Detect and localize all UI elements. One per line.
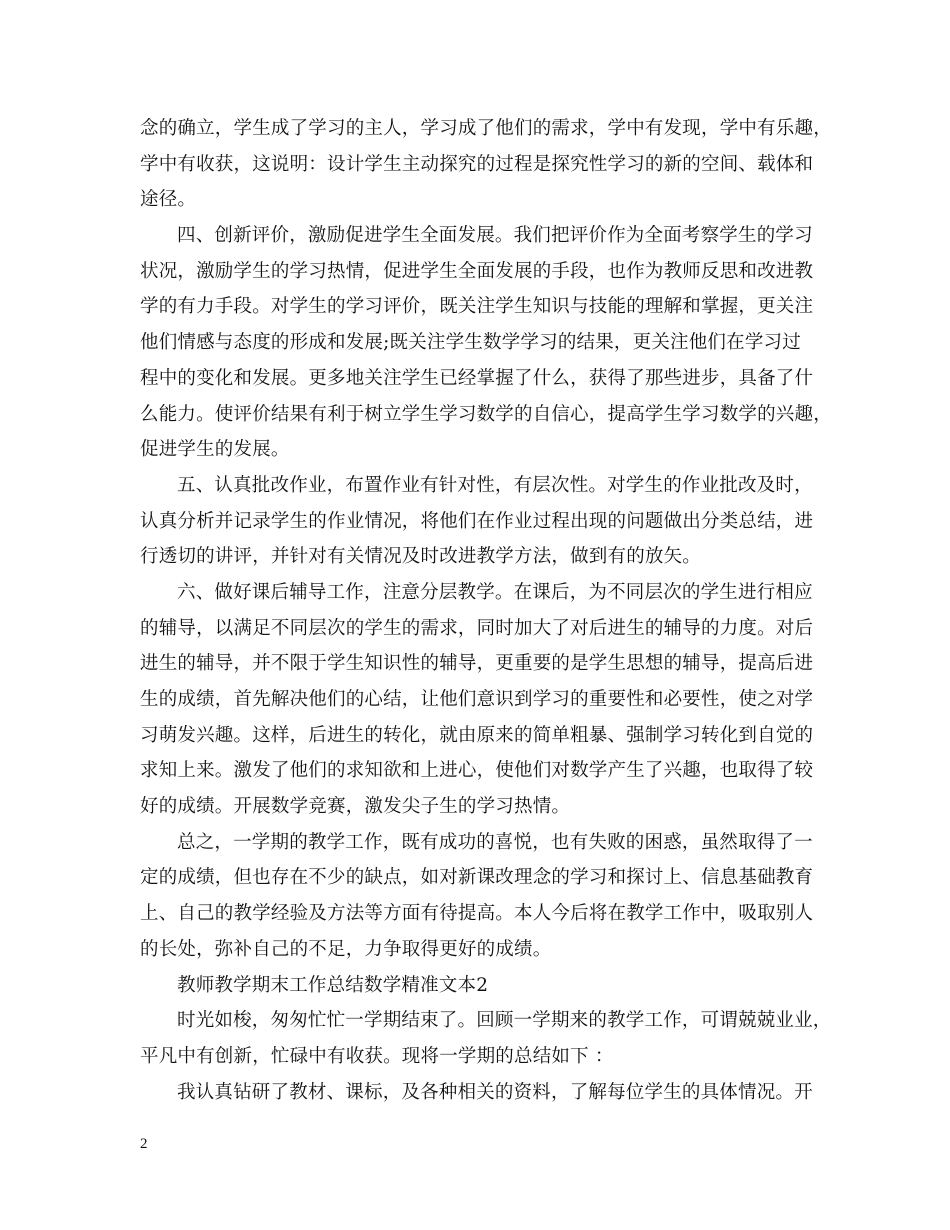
text-line: 求知上来。激发了他们的求知欲和上进心，使他们对数学产生了兴趣，也取得了较 xyxy=(140,760,814,782)
paragraph-start: 我认真钻研了教材、课标，及各种相关的资料，了解每位学生的具体情况。开 xyxy=(177,1081,813,1103)
text-line: 好的成绩。开展数学竞赛，激发尖子生的学习热情。 xyxy=(140,796,571,818)
text-line: 念的确立，学生成了学习的主人，学习成了他们的需求，学中有发现，学中有乐趣， xyxy=(140,118,832,139)
text-line: 生的成绩，首先解决他们的心结，让他们意识到学习的重要性和必要性，使之对学 xyxy=(140,689,814,710)
text-line: 途径。 xyxy=(140,189,197,211)
text-line: 么能力。使评价结果有利于树立学生学习数学的自信心，提高学生学习数学的兴趣， xyxy=(140,403,832,425)
text-line: 学中有收获，这说明：设计学生主动探究的过程是探究性学习的新的空间、载体和 xyxy=(140,153,814,175)
text-line: 平凡中有创新，忙碌中有收获。现将一学期的总结如下 ： xyxy=(140,1045,614,1067)
page-number: 2 xyxy=(140,1136,148,1152)
paragraph-6-start: 六、做好课后辅导工作，注意分层教学。在课后，为不同层次的学生进行相应 xyxy=(177,581,813,603)
document-body xyxy=(140,111,832,1110)
text-line: 状况，激励学生的学习热情，促进学生全面发展的手段，也作为教师反思和改进教 xyxy=(140,260,814,282)
paragraph-5-start: 五、认真批改作业，布置作业有针对性，有层次性。对学生的作业批改及时， xyxy=(177,474,813,496)
text-line: 学的有力手段。对学生的学习评价，既关注学生知识与技能的理解和掌握，更关注 xyxy=(140,296,814,318)
text-line: 习萌发兴趣。这样，后进生的转化，就由原来的简单粗暴、强制学习转化到自觉的 xyxy=(140,724,814,746)
text-line: 程中的变化和发展。更多地关注学生已经掌握了什么，获得了那些进步，具备了什 xyxy=(140,367,814,389)
text-line: 上、自己的教学经验及方法等方面有待提高。本人今后将在教学工作中，吸取别人 xyxy=(140,903,814,925)
summary-paragraph-start: 总之，一学期的教学工作，既有成功的喜悦，也有失败的困惑，虽然取得了一 xyxy=(177,831,813,853)
text-line: 促进学生的发展。 xyxy=(140,439,290,461)
paragraph-4-start: 四、创新评价，激励促进学生全面发展。我们把评价作为全面考察学生的学习 xyxy=(177,225,813,247)
section-heading: 教师教学期末工作总结数学精准文本2 xyxy=(177,974,489,996)
text-line: 定的成绩，但也存在不少的缺点，如对新课改理念的学习和探讨上、信息基础教育 xyxy=(140,867,814,889)
text-line: 的辅导，以满足不同层次的学生的需求，同时加大了对后进生的辅导的力度。对后 xyxy=(140,617,814,639)
text-line: 进生的辅导，并不限于学生知识性的辅导，更重要的是学生思想的辅导，提高后进 xyxy=(140,653,814,675)
paragraph-start: 时光如梭，匆匆忙忙一学期结束了。回顾一学期来的教学工作，可谓兢兢业业， xyxy=(177,1010,832,1032)
text-line: 他们情感与态度的形成和发展;既关注学生数学学习的结果，更关注他们在学习过 xyxy=(140,332,801,354)
text-line: 行透切的讲评，并针对有关情况及时改进教学方法，做到有的放矢。 xyxy=(140,546,702,568)
text-line: 认真分析并记录学生的作业情况，将他们在作业过程出现的问题做出分类总结，进 xyxy=(140,510,814,532)
text-line: 的长处，弥补自己的不足，力争取得更好的成绩。 xyxy=(140,938,552,960)
